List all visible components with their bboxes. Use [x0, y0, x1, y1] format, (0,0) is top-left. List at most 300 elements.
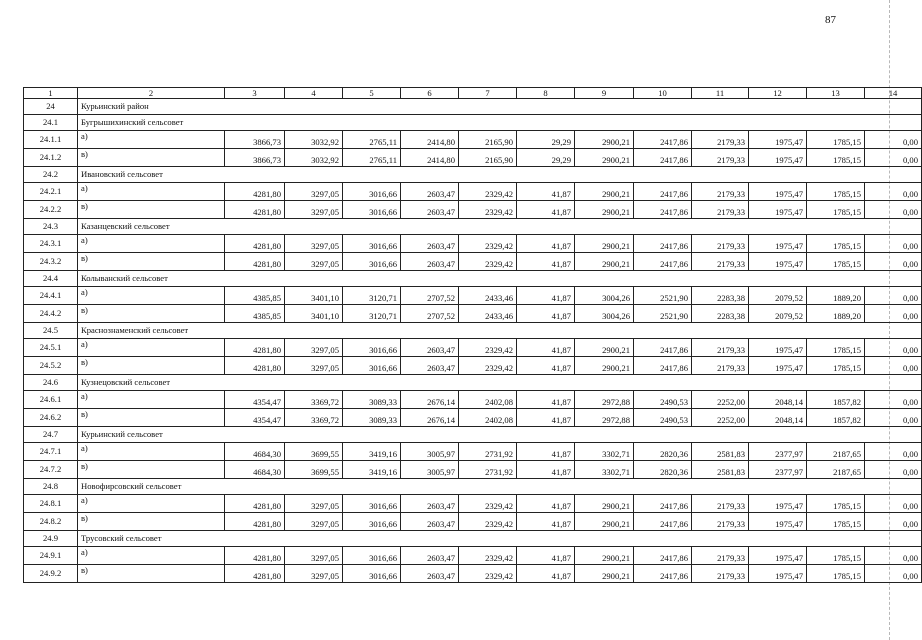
table-row: [24, 443, 922, 461]
row-subitem: а): [78, 131, 225, 149]
value-cell: 2165,90: [459, 149, 517, 167]
value-cell: 41,87: [517, 201, 575, 219]
value-cell: 2417,86: [634, 547, 692, 565]
row-subitem: в): [78, 253, 225, 271]
value-cell: 4354,47: [225, 409, 285, 427]
value-cell: 2765,11: [343, 131, 401, 149]
value-cell: 3866,73: [225, 131, 285, 149]
value-cell: 3120,71: [343, 287, 401, 305]
value-cell: 3005,97: [401, 443, 459, 461]
table-body: [24, 88, 922, 583]
value-cell: 2900,21: [575, 513, 634, 531]
row-subitem: а): [78, 235, 225, 253]
row-code: 24.2.2: [24, 201, 78, 219]
section-row: [24, 167, 922, 183]
value-cell: 3297,05: [285, 201, 343, 219]
section-name: Кузнецовский сельсовет: [78, 375, 922, 391]
value-cell: 2179,33: [692, 357, 749, 375]
row-code: 24.5.2: [24, 357, 78, 375]
value-cell: 2414,80: [401, 131, 459, 149]
value-cell: 3016,66: [343, 339, 401, 357]
value-cell: 3016,66: [343, 547, 401, 565]
column-number: 13: [807, 88, 865, 99]
value-cell: 2179,33: [692, 339, 749, 357]
column-number: 12: [749, 88, 807, 99]
row-subitem: а): [78, 443, 225, 461]
value-cell: 29,29: [517, 149, 575, 167]
value-cell: 2820,36: [634, 443, 692, 461]
table-row: [24, 409, 922, 427]
row-code: 24.8.1: [24, 495, 78, 513]
value-cell: 2417,86: [634, 235, 692, 253]
value-cell: 3297,05: [285, 235, 343, 253]
value-cell: 3297,05: [285, 495, 343, 513]
value-cell: 2433,46: [459, 305, 517, 323]
section-name: Новофирсовский сельсовет: [78, 479, 922, 495]
value-cell: 0,00: [865, 443, 922, 461]
column-number: 9: [575, 88, 634, 99]
value-cell: 3004,26: [575, 287, 634, 305]
value-cell: 0,00: [865, 513, 922, 531]
value-cell: 2329,42: [459, 495, 517, 513]
value-cell: 3699,55: [285, 461, 343, 479]
value-cell: 1889,20: [807, 287, 865, 305]
value-cell: 2283,38: [692, 287, 749, 305]
value-cell: 1889,20: [807, 305, 865, 323]
row-subitem: а): [78, 339, 225, 357]
value-cell: 41,87: [517, 513, 575, 531]
value-cell: 2329,42: [459, 513, 517, 531]
value-cell: 2707,52: [401, 305, 459, 323]
value-cell: 2179,33: [692, 201, 749, 219]
value-cell: 2603,47: [401, 565, 459, 583]
value-cell: 2603,47: [401, 357, 459, 375]
row-subitem: в): [78, 305, 225, 323]
section-name: Колыванский сельсовет: [78, 271, 922, 287]
column-number-row: [24, 88, 922, 99]
value-cell: 1857,82: [807, 391, 865, 409]
page-number: 87: [825, 14, 836, 26]
value-cell: 2165,90: [459, 131, 517, 149]
value-cell: 2900,21: [575, 235, 634, 253]
value-cell: 3016,66: [343, 183, 401, 201]
value-cell: 4281,80: [225, 565, 285, 583]
row-subitem: в): [78, 565, 225, 583]
value-cell: 1785,15: [807, 235, 865, 253]
value-cell: 2433,46: [459, 287, 517, 305]
row-code: 24.3.1: [24, 235, 78, 253]
value-cell: 3089,33: [343, 391, 401, 409]
section-name: Трусовский сельсовет: [78, 531, 922, 547]
value-cell: 2179,33: [692, 547, 749, 565]
section-name: Краснознаменский сельсовет: [78, 323, 922, 339]
value-cell: 2329,42: [459, 357, 517, 375]
value-cell: 41,87: [517, 287, 575, 305]
value-cell: 2731,92: [459, 461, 517, 479]
table-row: [24, 253, 922, 271]
value-cell: 1975,47: [749, 149, 807, 167]
value-cell: 3419,16: [343, 461, 401, 479]
table-row: [24, 149, 922, 167]
value-cell: 0,00: [865, 339, 922, 357]
value-cell: 41,87: [517, 183, 575, 201]
value-cell: 3016,66: [343, 253, 401, 271]
table-row: [24, 287, 922, 305]
value-cell: 2377,97: [749, 461, 807, 479]
value-cell: 1975,47: [749, 547, 807, 565]
section-row: [24, 99, 922, 115]
row-code: 24.9.1: [24, 547, 78, 565]
value-cell: 2417,86: [634, 131, 692, 149]
value-cell: 0,00: [865, 149, 922, 167]
value-cell: 0,00: [865, 287, 922, 305]
column-number: 6: [401, 88, 459, 99]
value-cell: 4281,80: [225, 183, 285, 201]
row-code: 24.1.2: [24, 149, 78, 167]
value-cell: 2603,47: [401, 183, 459, 201]
value-cell: 41,87: [517, 357, 575, 375]
value-cell: 1785,15: [807, 149, 865, 167]
value-cell: 2329,42: [459, 339, 517, 357]
value-cell: 2179,33: [692, 565, 749, 583]
section-code: 24.8: [24, 479, 78, 495]
value-cell: 3302,71: [575, 461, 634, 479]
value-cell: 2179,33: [692, 253, 749, 271]
value-cell: 1785,15: [807, 495, 865, 513]
value-cell: 2900,21: [575, 547, 634, 565]
value-cell: 2603,47: [401, 201, 459, 219]
table-row: [24, 305, 922, 323]
value-cell: 3302,71: [575, 443, 634, 461]
section-row: [24, 115, 922, 131]
value-cell: 3297,05: [285, 565, 343, 583]
value-cell: 3297,05: [285, 183, 343, 201]
row-code: 24.7.1: [24, 443, 78, 461]
value-cell: 0,00: [865, 391, 922, 409]
value-cell: 2900,21: [575, 495, 634, 513]
section-name: Курьинский район: [78, 99, 922, 115]
value-cell: 2521,90: [634, 287, 692, 305]
value-cell: 2581,83: [692, 443, 749, 461]
value-cell: 2900,21: [575, 565, 634, 583]
value-cell: 3016,66: [343, 201, 401, 219]
section-row: [24, 323, 922, 339]
table-row: [24, 461, 922, 479]
value-cell: 0,00: [865, 201, 922, 219]
value-cell: 41,87: [517, 547, 575, 565]
value-cell: 3005,97: [401, 461, 459, 479]
row-subitem: в): [78, 357, 225, 375]
value-cell: 2417,86: [634, 253, 692, 271]
column-number: 3: [225, 88, 285, 99]
section-row: [24, 427, 922, 443]
value-cell: 2765,11: [343, 149, 401, 167]
value-cell: 3297,05: [285, 253, 343, 271]
value-cell: 2377,97: [749, 443, 807, 461]
value-cell: 2900,21: [575, 149, 634, 167]
table-row: [24, 357, 922, 375]
value-cell: 1975,47: [749, 565, 807, 583]
value-cell: 1975,47: [749, 201, 807, 219]
value-cell: 4281,80: [225, 357, 285, 375]
column-number: 7: [459, 88, 517, 99]
row-code: 24.2.1: [24, 183, 78, 201]
value-cell: 2603,47: [401, 339, 459, 357]
table-row: [24, 547, 922, 565]
value-cell: 3004,26: [575, 305, 634, 323]
value-cell: 2972,88: [575, 391, 634, 409]
value-cell: 2490,53: [634, 391, 692, 409]
value-cell: 2972,88: [575, 409, 634, 427]
value-cell: 2707,52: [401, 287, 459, 305]
value-cell: 0,00: [865, 565, 922, 583]
value-cell: 4281,80: [225, 547, 285, 565]
value-cell: 1785,15: [807, 565, 865, 583]
value-cell: 41,87: [517, 253, 575, 271]
value-cell: 41,87: [517, 495, 575, 513]
value-cell: 4281,80: [225, 339, 285, 357]
value-cell: 2900,21: [575, 253, 634, 271]
table-row: [24, 339, 922, 357]
value-cell: 1975,47: [749, 253, 807, 271]
value-cell: 2252,00: [692, 409, 749, 427]
value-cell: 2731,92: [459, 443, 517, 461]
table-row: [24, 391, 922, 409]
value-cell: 0,00: [865, 409, 922, 427]
value-cell: 2900,21: [575, 183, 634, 201]
section-code: 24.2: [24, 167, 78, 183]
value-cell: 3369,72: [285, 391, 343, 409]
row-code: 24.9.2: [24, 565, 78, 583]
value-cell: 4281,80: [225, 235, 285, 253]
value-cell: 3016,66: [343, 357, 401, 375]
value-cell: 2603,47: [401, 253, 459, 271]
section-name: Бугрышихинский сельсовет: [78, 115, 922, 131]
value-cell: 41,87: [517, 305, 575, 323]
row-code: 24.4.1: [24, 287, 78, 305]
row-code: 24.6.1: [24, 391, 78, 409]
value-cell: 3297,05: [285, 547, 343, 565]
value-cell: 2179,33: [692, 495, 749, 513]
section-code: 24.3: [24, 219, 78, 235]
value-cell: 0,00: [865, 357, 922, 375]
value-cell: 41,87: [517, 339, 575, 357]
value-cell: 3016,66: [343, 235, 401, 253]
value-cell: 1975,47: [749, 339, 807, 357]
value-cell: 3016,66: [343, 495, 401, 513]
table-row: [24, 235, 922, 253]
value-cell: 2179,33: [692, 235, 749, 253]
value-cell: 2417,86: [634, 357, 692, 375]
value-cell: 1975,47: [749, 357, 807, 375]
value-cell: 4281,80: [225, 495, 285, 513]
column-number: 4: [285, 88, 343, 99]
value-cell: 1857,82: [807, 409, 865, 427]
value-cell: 41,87: [517, 443, 575, 461]
value-cell: 2490,53: [634, 409, 692, 427]
section-name: Курьинский сельсовет: [78, 427, 922, 443]
column-number: 11: [692, 88, 749, 99]
value-cell: 0,00: [865, 183, 922, 201]
value-cell: 0,00: [865, 235, 922, 253]
row-subitem: в): [78, 149, 225, 167]
value-cell: 1975,47: [749, 235, 807, 253]
row-subitem: а): [78, 547, 225, 565]
value-cell: 1785,15: [807, 339, 865, 357]
row-code: 24.4.2: [24, 305, 78, 323]
column-number: 2: [78, 88, 225, 99]
value-cell: 41,87: [517, 235, 575, 253]
value-cell: 1975,47: [749, 183, 807, 201]
row-code: 24.7.2: [24, 461, 78, 479]
value-cell: 0,00: [865, 305, 922, 323]
value-cell: 41,87: [517, 565, 575, 583]
value-cell: 2329,42: [459, 547, 517, 565]
value-cell: 3032,92: [285, 149, 343, 167]
value-cell: 4684,30: [225, 443, 285, 461]
value-cell: 41,87: [517, 461, 575, 479]
row-subitem: в): [78, 513, 225, 531]
value-cell: 2329,42: [459, 201, 517, 219]
column-number: 8: [517, 88, 575, 99]
value-cell: 1785,15: [807, 513, 865, 531]
value-cell: 2179,33: [692, 149, 749, 167]
value-cell: 2252,00: [692, 391, 749, 409]
row-subitem: в): [78, 461, 225, 479]
row-subitem: а): [78, 391, 225, 409]
value-cell: 3369,72: [285, 409, 343, 427]
value-cell: 2820,36: [634, 461, 692, 479]
value-cell: 3419,16: [343, 443, 401, 461]
value-cell: 2179,33: [692, 183, 749, 201]
value-cell: 2676,14: [401, 409, 459, 427]
value-cell: 2079,52: [749, 287, 807, 305]
value-cell: 3699,55: [285, 443, 343, 461]
value-cell: 2179,33: [692, 513, 749, 531]
value-cell: 4354,47: [225, 391, 285, 409]
value-cell: 2603,47: [401, 513, 459, 531]
value-cell: 2329,42: [459, 235, 517, 253]
section-name: Казанцевский сельсовет: [78, 219, 922, 235]
section-row: [24, 531, 922, 547]
value-cell: 2676,14: [401, 391, 459, 409]
section-code: 24: [24, 99, 78, 115]
value-cell: 2900,21: [575, 357, 634, 375]
row-subitem: а): [78, 495, 225, 513]
value-cell: 2414,80: [401, 149, 459, 167]
value-cell: 2603,47: [401, 547, 459, 565]
row-subitem: а): [78, 287, 225, 305]
tariff-table: [23, 87, 922, 583]
value-cell: 2417,86: [634, 565, 692, 583]
row-code: 24.6.2: [24, 409, 78, 427]
value-cell: 2521,90: [634, 305, 692, 323]
value-cell: 3089,33: [343, 409, 401, 427]
value-cell: 2417,86: [634, 513, 692, 531]
value-cell: 2048,14: [749, 391, 807, 409]
section-code: 24.7: [24, 427, 78, 443]
value-cell: 2187,65: [807, 461, 865, 479]
value-cell: 41,87: [517, 409, 575, 427]
value-cell: 2900,21: [575, 201, 634, 219]
value-cell: 2402,08: [459, 409, 517, 427]
value-cell: 3016,66: [343, 565, 401, 583]
column-number: 5: [343, 88, 401, 99]
value-cell: 0,00: [865, 131, 922, 149]
table-row: [24, 183, 922, 201]
value-cell: 0,00: [865, 495, 922, 513]
value-cell: 2417,86: [634, 183, 692, 201]
section-name: Ивановский сельсовет: [78, 167, 922, 183]
value-cell: 2417,86: [634, 339, 692, 357]
value-cell: 3401,10: [285, 287, 343, 305]
value-cell: 2603,47: [401, 235, 459, 253]
value-cell: 1785,15: [807, 131, 865, 149]
value-cell: 2900,21: [575, 131, 634, 149]
row-code: 24.5.1: [24, 339, 78, 357]
value-cell: 2900,21: [575, 339, 634, 357]
table-row: [24, 131, 922, 149]
value-cell: 2179,33: [692, 131, 749, 149]
value-cell: 2581,83: [692, 461, 749, 479]
value-cell: 4684,30: [225, 461, 285, 479]
value-cell: 2402,08: [459, 391, 517, 409]
value-cell: 1975,47: [749, 513, 807, 531]
row-code: 24.8.2: [24, 513, 78, 531]
section-code: 24.4: [24, 271, 78, 287]
value-cell: 3297,05: [285, 339, 343, 357]
value-cell: 3297,05: [285, 513, 343, 531]
value-cell: 4385,85: [225, 287, 285, 305]
value-cell: 1785,15: [807, 253, 865, 271]
section-row: [24, 479, 922, 495]
value-cell: 3120,71: [343, 305, 401, 323]
value-cell: 2329,42: [459, 253, 517, 271]
value-cell: 4281,80: [225, 513, 285, 531]
value-cell: 3401,10: [285, 305, 343, 323]
value-cell: 0,00: [865, 461, 922, 479]
value-cell: 2417,86: [634, 495, 692, 513]
value-cell: 1785,15: [807, 357, 865, 375]
table-row: [24, 513, 922, 531]
value-cell: 0,00: [865, 253, 922, 271]
value-cell: 41,87: [517, 391, 575, 409]
value-cell: 1975,47: [749, 131, 807, 149]
section-code: 24.1: [24, 115, 78, 131]
value-cell: 1785,15: [807, 547, 865, 565]
value-cell: 4281,80: [225, 201, 285, 219]
value-cell: 2079,52: [749, 305, 807, 323]
row-subitem: в): [78, 201, 225, 219]
row-code: 24.1.1: [24, 131, 78, 149]
value-cell: 0,00: [865, 547, 922, 565]
row-code: 24.3.2: [24, 253, 78, 271]
value-cell: 2329,42: [459, 565, 517, 583]
column-number: 10: [634, 88, 692, 99]
table-row: [24, 201, 922, 219]
row-subitem: в): [78, 409, 225, 427]
value-cell: 3016,66: [343, 513, 401, 531]
value-cell: 3866,73: [225, 149, 285, 167]
value-cell: 4385,85: [225, 305, 285, 323]
value-cell: 2283,38: [692, 305, 749, 323]
value-cell: 2603,47: [401, 495, 459, 513]
value-cell: 3032,92: [285, 131, 343, 149]
value-cell: 2329,42: [459, 183, 517, 201]
section-row: [24, 219, 922, 235]
value-cell: 3297,05: [285, 357, 343, 375]
value-cell: 2048,14: [749, 409, 807, 427]
